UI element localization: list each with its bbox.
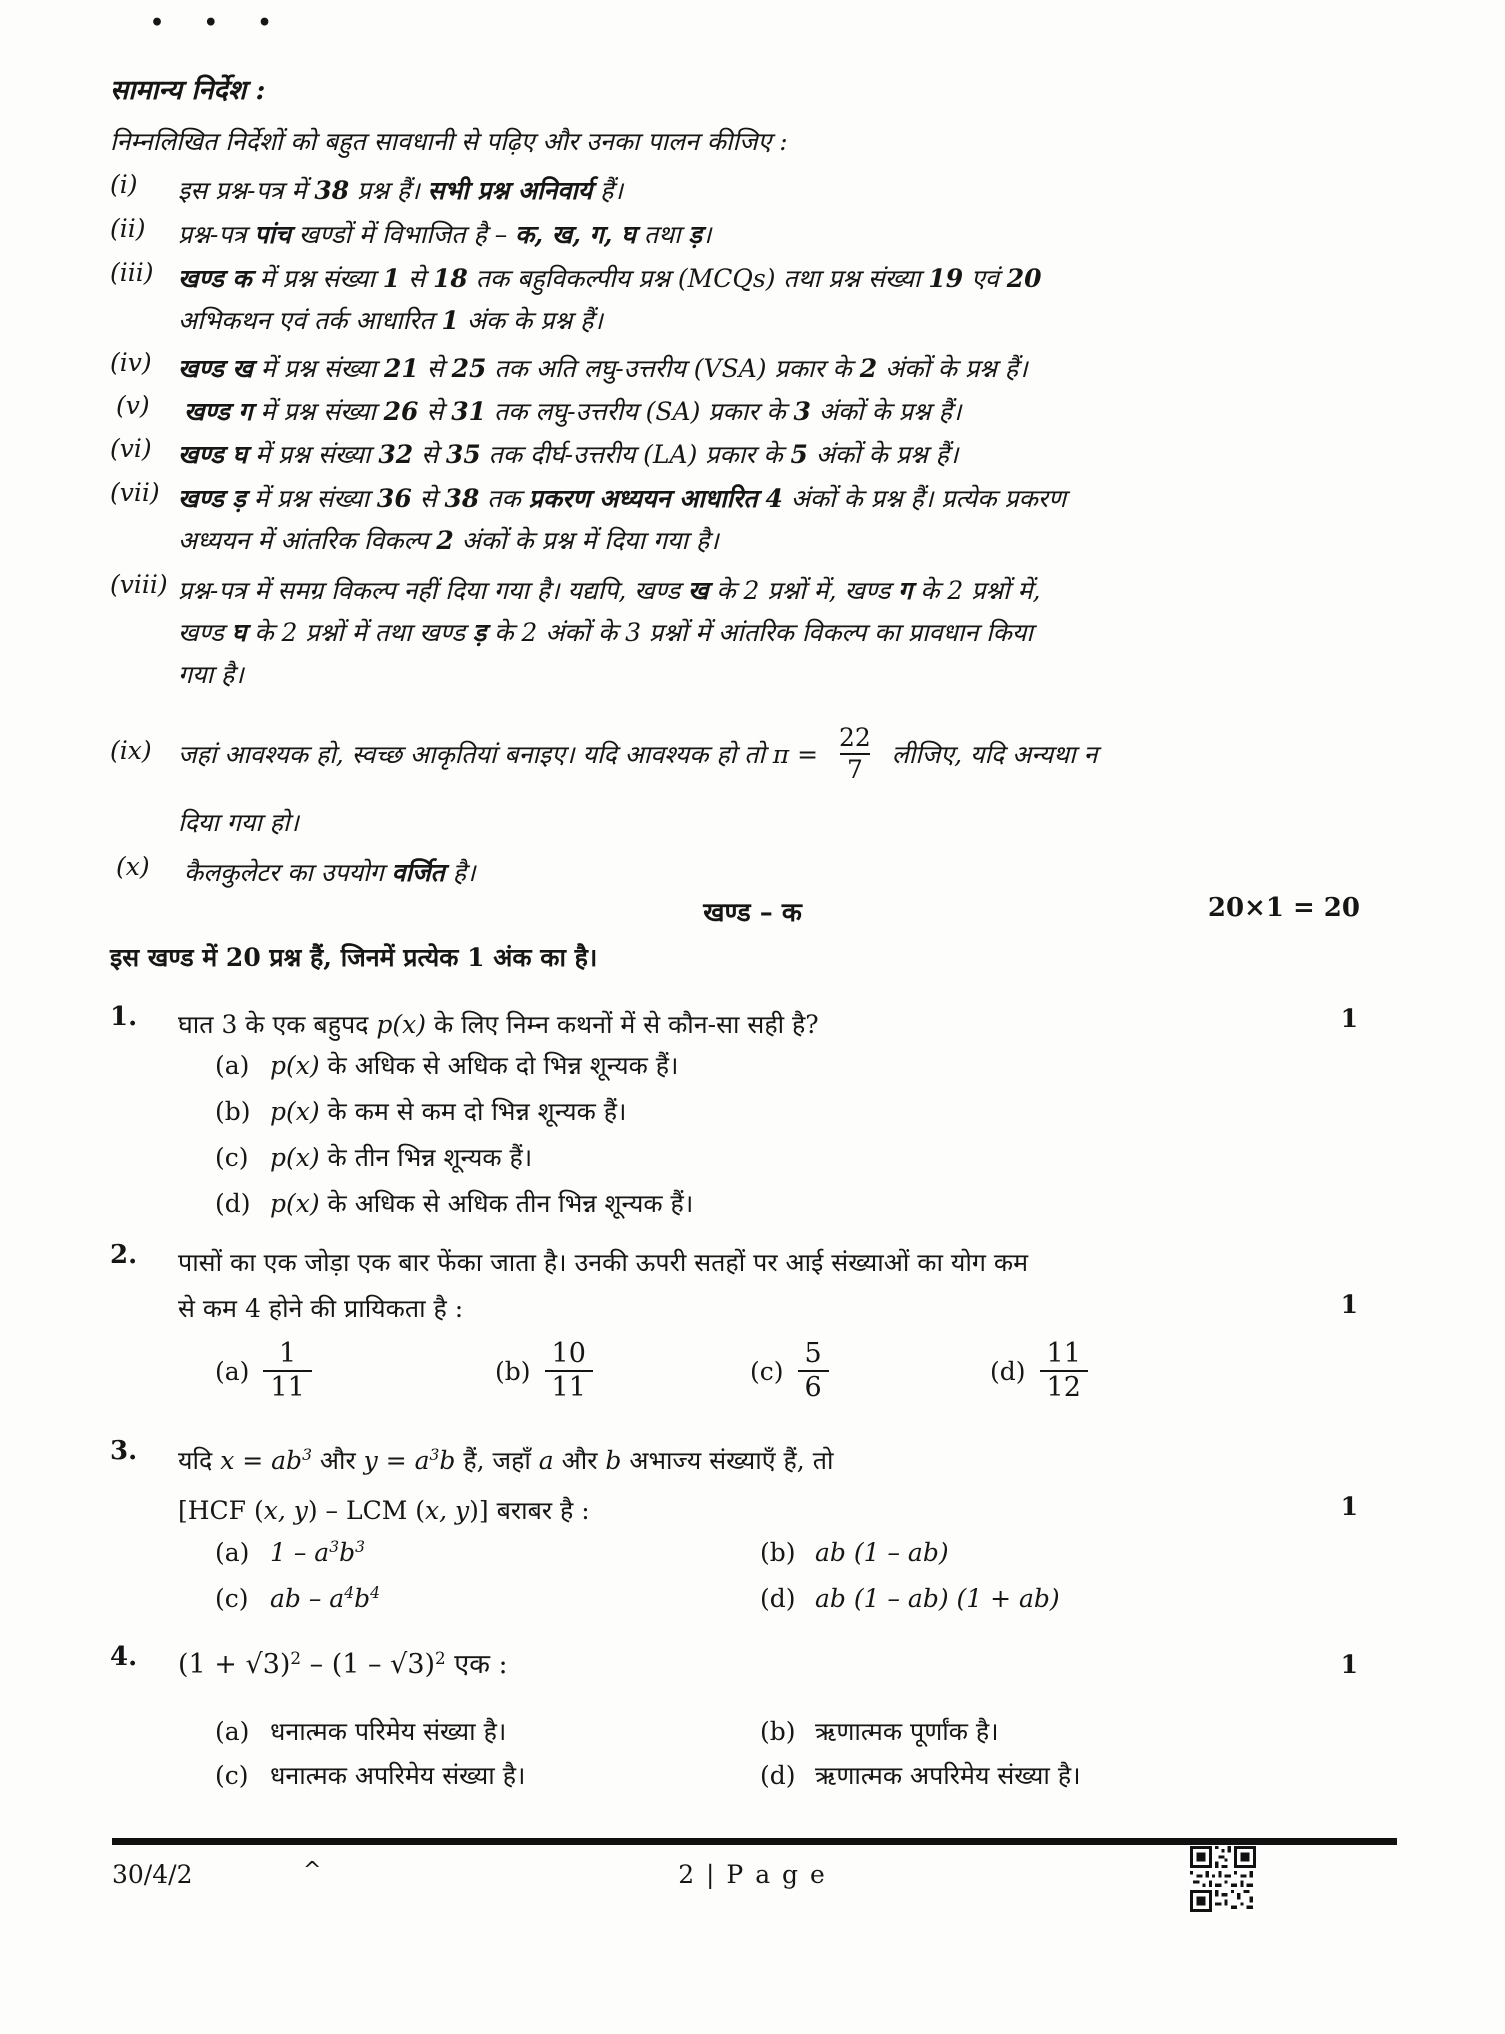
option-label: (a): [215, 1538, 250, 1567]
option-fraction: [798, 1338, 829, 1405]
instruction-number: (iv): [110, 348, 152, 377]
instruction-number: (viii): [110, 570, 168, 599]
marks-badge-q1: 1: [1340, 1004, 1358, 1033]
instruction-text: खण्ड क में प्रश्न संख्या 1 से 18 तक बहुविकल्पीय प्रश्न (MCQs) तथा प्रश्न संख्या 19 एवं 20: [178, 264, 1042, 293]
instruction-text: कैलकुलेटर का उपयोग वर्जित है।: [184, 858, 476, 887]
instruction-text: खण्ड घ में प्रश्न संख्या 32 से 35 तक दीर्घ-उत्तरीय (LA) प्रकार के 5 अंकों के प्रश्न हैं।: [178, 440, 959, 469]
instruction-number: (x): [116, 852, 150, 881]
question-text: पासों का एक जोड़ा एक बार फेंका जाता है। उनकी ऊपरी सतहों पर आई संख्याओं का योग कम: [178, 1248, 1029, 1277]
instruction-number: (vii): [110, 478, 160, 507]
option-label: (c): [215, 1760, 249, 1790]
fraction-denominator: 11: [263, 1370, 311, 1404]
question-3: [110, 1436, 1410, 1536]
option-label: (a): [215, 1716, 250, 1746]
question-2: [110, 1240, 1410, 1332]
instruction-number: (ii): [110, 214, 146, 243]
instruction-text: खण्ड ग में प्रश्न संख्या 26 से 31 तक लघु-उत्तरीय (SA) प्रकार के 3 अंकों के प्रश्न हैं।: [184, 397, 962, 426]
option-text: धनात्मक अपरिमेय संख्या है।: [270, 1761, 526, 1790]
fraction-denominator: 12: [1040, 1370, 1088, 1404]
fraction-numerator: 22: [839, 723, 871, 752]
option-q3-c: [215, 1584, 380, 1613]
options-q4-row1: [110, 1714, 1410, 1760]
instruction-text: खण्ड घ के 2 प्रश्नों में तथा खण्ड ड़ के 2 अंकों के 3 प्रश्नों में आंतरिक विकल्प का प्रावधान किया: [178, 618, 1033, 647]
option-q4-a: [215, 1714, 506, 1748]
option-q4-b: [760, 1714, 999, 1748]
options-q3-row1: [110, 1538, 1410, 1584]
instruction-item-vii: [110, 478, 1410, 562]
option-label: (c): [750, 1356, 784, 1386]
instruction-number: (vi): [110, 434, 152, 463]
fraction-numerator: 10: [551, 1338, 586, 1369]
option-q4-c: [215, 1758, 525, 1792]
question-number: 3.: [110, 1436, 138, 1466]
header-dots: • • •: [150, 10, 288, 36]
option-label: (c): [215, 1584, 249, 1613]
marks-badge-q3: 1: [1340, 1492, 1358, 1521]
option-q1-b: [215, 1094, 1505, 1128]
option-text: ऋणात्मक अपरिमेय संख्या है।: [815, 1761, 1081, 1790]
option-text: धनात्मक परिमेय संख्या है।: [270, 1717, 507, 1746]
option-text: ऋणात्मक पूर्णांक है।: [815, 1717, 999, 1746]
question-number: 2.: [110, 1240, 138, 1270]
pi-expression-post: लीजिए, यदि अन्यथा न: [883, 740, 1098, 769]
instruction-item-iii: [110, 258, 1410, 342]
option-fraction: [545, 1338, 593, 1405]
question-1: [110, 1002, 1410, 1048]
fraction-denominator: 11: [545, 1370, 593, 1404]
footer-caret: ^: [303, 1858, 322, 1883]
instruction-item-ix: [110, 716, 1410, 844]
option-label: (a): [215, 1356, 250, 1386]
pi-expression-pre: जहां आवश्यक हो, स्वच्छ आकृतियां बनाइए। यदि आवश्यक हो तो π =: [178, 740, 827, 769]
marks-badge-q4: 1: [1340, 1650, 1358, 1679]
option-q2-b: [495, 1338, 750, 1405]
question-text: घात 3 के एक बहुपद p(x) के लिए निम्न कथनों में से कौन-सा सही है?: [178, 1010, 819, 1039]
option-q3-d: [760, 1584, 1060, 1613]
instruction-text: गया है।: [178, 660, 244, 689]
option-text: p(x) के अधिक से अधिक दो भिन्न शून्यक हैं।: [270, 1051, 679, 1080]
section-title: खण्ड – क: [703, 898, 802, 928]
option-q1-c: [215, 1140, 1505, 1174]
option-label: (d): [215, 1188, 251, 1218]
section-marks-formula: 20×1 = 20: [1207, 893, 1360, 923]
option-label: (d): [990, 1356, 1026, 1386]
general-instructions-intro: निम्नलिखित निर्देशों को बहुत सावधानी से पढ़िए और उनका पालन कीजिए :: [110, 127, 788, 156]
footer-divider: [112, 1838, 1397, 1845]
fraction-denominator: 7: [840, 753, 870, 785]
question-4: [110, 1642, 1410, 1688]
instruction-item-iv: [110, 348, 1410, 390]
footer-paper-code: 30/4/2: [112, 1860, 193, 1889]
footer-page-label: 2 | P a g e: [678, 1860, 827, 1889]
option-text: ab (1 – ab): [815, 1538, 949, 1567]
instruction-item-viii: [110, 570, 1410, 696]
option-q4-d: [760, 1758, 1081, 1792]
option-q3-a: [215, 1538, 365, 1567]
question-expression: $(1 + √3)^2 - (1 - √3)^2$ एक :: [178, 1647, 508, 1680]
instruction-text: इस प्रश्न-पत्र में 38 प्रश्न हैं। सभी प्रश्न अनिवार्य हैं।: [178, 176, 623, 205]
option-label: (b): [215, 1096, 251, 1126]
qr-code: [1190, 1846, 1256, 1912]
options-q4-row2: [110, 1758, 1410, 1804]
option-text: p(x) के तीन भिन्न शून्यक हैं।: [270, 1143, 533, 1172]
option-q2-c: [750, 1338, 990, 1405]
option-label: (a): [215, 1050, 250, 1080]
question-text: [HCF (x, y) – LCM (x, y)] बराबर है :: [178, 1496, 590, 1525]
option-text: p(x) के अधिक से अधिक तीन भिन्न शून्यक हैं।: [270, 1189, 694, 1218]
option-text: ab – $a^4b^4$: [270, 1584, 380, 1613]
options-q2: [110, 1338, 1410, 1405]
option-fraction: [263, 1338, 311, 1405]
option-label: (b): [760, 1538, 796, 1567]
instruction-number: (i): [110, 170, 138, 199]
instruction-number: (iii): [110, 258, 154, 287]
pi-fraction: [832, 723, 878, 785]
instruction-text: खण्ड ड़ में प्रश्न संख्या 36 से 38 तक प्रकरण अध्ययन आधारित 4 अंकों के प्रश्न हैं। प्रत्येक प्रकरण: [178, 484, 1067, 513]
fraction-numerator: 11: [1046, 1338, 1081, 1369]
options-q3-row2: [110, 1584, 1410, 1630]
question-text: से कम 4 होने की प्रायिकता है :: [178, 1294, 464, 1323]
option-label: (c): [215, 1142, 249, 1172]
option-label: (d): [760, 1760, 796, 1790]
option-fraction: [1040, 1338, 1088, 1405]
instruction-item-x: [110, 852, 1410, 894]
instruction-text: प्रश्न-पत्र में समग्र विकल्प नहीं दिया गया है। यद्यपि, खण्ड ख के 2 प्रश्नों में, खण्ड ग के 2 प्रश्नों में,: [178, 576, 1041, 605]
option-q2-d: [990, 1338, 1094, 1405]
instruction-text: अभिकथन एवं तर्क आधारित 1 अंक के प्रश्न हैं।: [178, 306, 603, 335]
option-q1-a: [215, 1048, 1505, 1082]
instruction-text: [178, 716, 1410, 792]
marks-badge-q2: 1: [1340, 1290, 1358, 1319]
instruction-text: अध्ययन में आंतरिक विकल्प 2 अंकों के प्रश्न में दिया गया है।: [178, 526, 719, 555]
fraction-numerator: 5: [804, 1338, 822, 1369]
instruction-item-ii: [110, 214, 1410, 256]
option-label: (d): [760, 1584, 796, 1613]
instruction-text: दिया गया हो।: [178, 808, 299, 837]
option-text: p(x) के कम से कम दो भिन्न शून्यक हैं।: [270, 1097, 627, 1126]
instruction-text: खण्ड ख में प्रश्न संख्या 21 से 25 तक अति लघु-उत्तरीय (VSA) प्रकार के 2 अंकों के प्रश्न हैं।: [178, 354, 1028, 383]
option-q2-a: [215, 1338, 495, 1405]
section-note: इस खण्ड में 20 प्रश्न हैं, जिनमें प्रत्येक 1 अंक का है।: [110, 943, 598, 972]
general-instructions-heading: सामान्य निर्देश :: [110, 75, 266, 106]
instruction-text: प्रश्न-पत्र पांच खण्डों में विभाजित है – क, ख, ग, घ तथा ड़।: [178, 220, 712, 249]
option-label: (b): [495, 1356, 531, 1386]
option-q1-d: [215, 1186, 1505, 1220]
instruction-item-vi: [110, 434, 1410, 476]
option-text: ab (1 – ab) (1 + ab): [815, 1584, 1060, 1613]
fraction-numerator: 1: [279, 1338, 297, 1369]
question-number: 1.: [110, 1002, 138, 1032]
question-text: यदि $x = ab^3$ और $y = a^3b$ हैं, जहाँ a और b अभाज्य संख्याएँ हैं, तो: [178, 1446, 834, 1475]
fraction-denominator: 6: [798, 1370, 829, 1404]
option-q3-b: [760, 1538, 949, 1567]
instruction-item-v: [110, 391, 1410, 433]
instruction-number: (ix): [110, 736, 152, 765]
question-number: 4.: [110, 1642, 138, 1672]
instruction-number: (v): [116, 391, 150, 420]
option-text: $1 - a^3b^3$: [270, 1538, 365, 1567]
option-label: (b): [760, 1716, 796, 1746]
instruction-item-i: [110, 170, 1410, 212]
